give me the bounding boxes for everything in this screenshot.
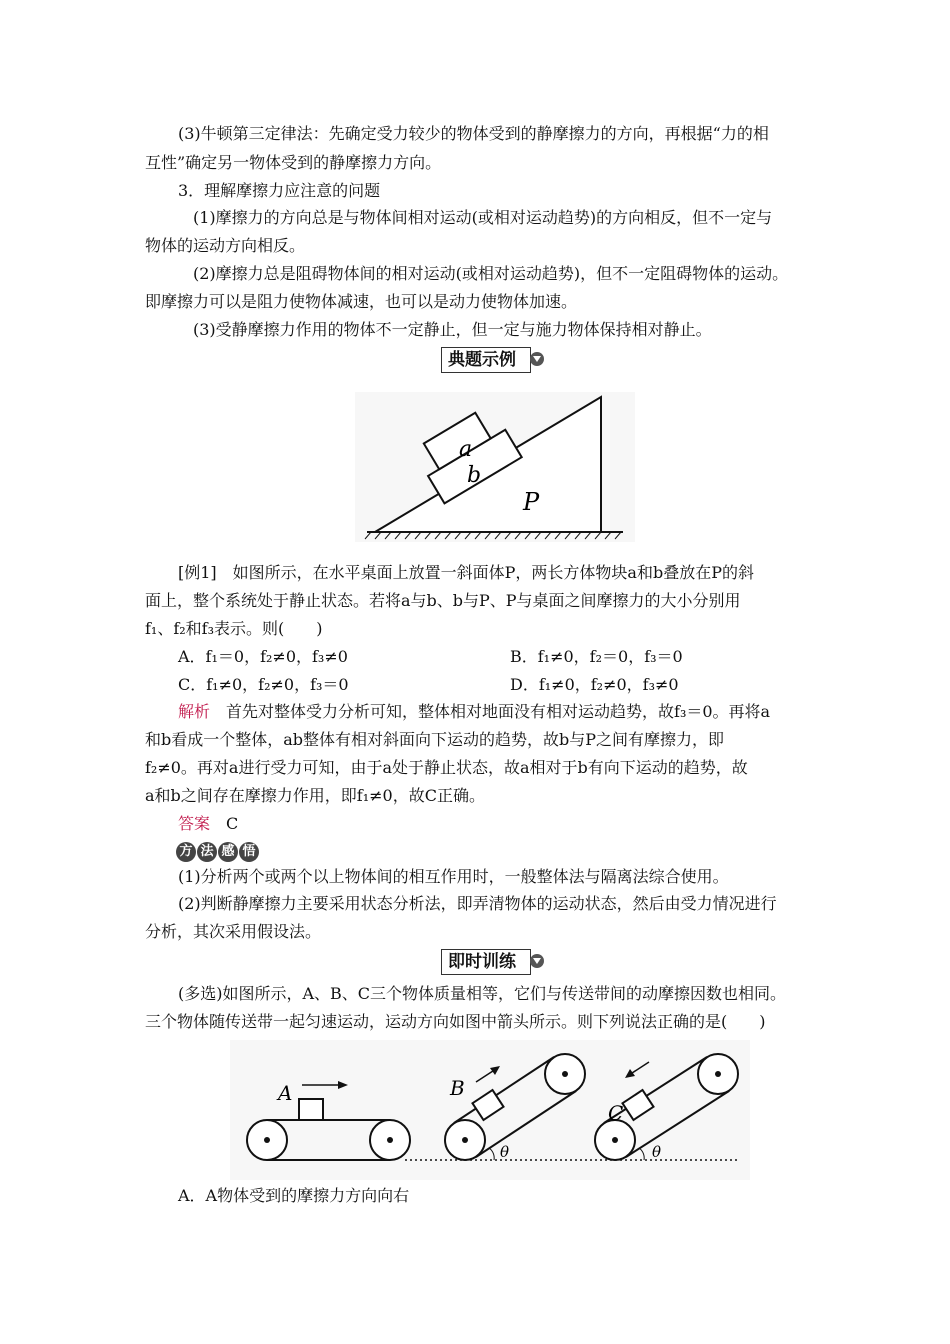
analysis-line — [178, 701, 770, 723]
text-line: 互性”确定另一物体受到的静摩擦力方向。 — [145, 153, 442, 172]
text-line: A．A物体受到的摩擦力方向向右 — [178, 1186, 410, 1205]
badge-char: 法 — [197, 842, 217, 862]
section-title: 典题示例 — [448, 350, 516, 370]
text-line: 即摩擦力可以是阻力使物体减速，也可以是动力使物体加速。 — [145, 292, 578, 311]
text-line: (3)牛顿第三定律法：先确定受力较少的物体受到的静摩擦力的方向，再根据“力的相 — [178, 124, 769, 143]
answer-value: C — [226, 814, 239, 833]
label-A: A — [278, 1081, 293, 1105]
text-line: (多选)如图所示，A、B、C三个物体质量相等，它们与传送带间的动摩擦因数也相同。 — [178, 984, 787, 1003]
text-line: (3)受静摩擦力作用的物体不一定静止，但一定与施力物体保持相对静止。 — [193, 320, 712, 339]
badge-char: 方 — [176, 842, 196, 862]
text-line: f₂≠0。再对a进行受力可知，由于a处于静止状态，故a相对于b有向下运动的趋势，故 — [145, 758, 748, 777]
chevron-down-icon — [530, 954, 544, 968]
label-B: B — [450, 1076, 465, 1100]
text-line: [例1] 如图所示，在水平桌面上放置一斜面体P，两长方体物块a和b叠放在P的斜 — [178, 563, 754, 582]
text-line: (1)分析两个或两个以上物体间的相互作用时，一般整体法与隔离法综合使用。 — [178, 867, 729, 886]
text-line: a和b之间存在摩擦力作用，即f₁≠0，故C正确。 — [145, 786, 485, 805]
analysis-text: 首先对整体受力分析可知，整体相对地面没有相对运动趋势，故f₃＝0。再将a — [226, 702, 771, 721]
text-line: 物体的运动方向相反。 — [145, 236, 306, 255]
option-d: D．f₁≠0，f₂≠0，f₃≠0 — [510, 675, 679, 694]
option-c: C．f₁≠0，f₂≠0，f₃＝0 — [178, 675, 349, 694]
analysis-label: 解析 — [178, 702, 211, 721]
badge-char: 感 — [218, 842, 238, 862]
theta-label-B: θ — [500, 1143, 510, 1161]
text-line: (2)摩擦力总是阻碍物体间的相对运动(或相对运动趋势)，但不一定阻碍物体的运动。 — [193, 264, 789, 283]
label-P: P — [523, 488, 540, 516]
option-a: A．f₁＝0，f₂≠0，f₃≠0 — [178, 647, 348, 666]
theta-label-C: θ — [652, 1143, 662, 1161]
label-C: C — [608, 1101, 624, 1125]
label-b: b — [467, 463, 482, 488]
text-line: 三个物体随传送带一起匀速运动，运动方向如图中箭头所示。则下列说法正确的是( ) — [145, 1012, 766, 1031]
text-line: 面上，整个系统处于静止状态。若将a与b、b与P、P与桌面之间摩擦力的大小分别用 — [145, 591, 741, 610]
chevron-down-icon — [530, 352, 544, 366]
option-b: B．f₁≠0，f₂＝0，f₃＝0 — [510, 647, 683, 666]
text-line: f₁、f₂和f₃表示。则( ) — [145, 619, 323, 638]
label-a: a — [459, 437, 473, 462]
badge-char: 悟 — [239, 842, 259, 862]
text-line: 和b看成一个整体，ab整体有相对斜面向下运动的趋势，故b与P之间有摩擦力，即 — [145, 730, 725, 749]
training-section-header — [441, 949, 531, 975]
text-line: (2)判断静摩擦力主要采用状态分析法，即弄清物体的运动状态，然后由受力情况进行 — [178, 894, 777, 913]
section-title: 即时训练 — [448, 952, 516, 972]
incline-figure — [355, 392, 635, 542]
answer-line — [178, 813, 238, 835]
text-line: 分析，其次采用假设法。 — [145, 922, 322, 941]
subheading: 3．理解摩擦力应注意的问题 — [178, 181, 381, 200]
example-section-header — [441, 347, 531, 373]
answer-label: 答案 — [178, 814, 211, 833]
method-badge — [176, 842, 259, 864]
conveyor-figure — [230, 1040, 750, 1180]
text-line: (1)摩擦力的方向总是与物体间相对运动(或相对运动趋势)的方向相反，但不一定与 — [193, 208, 773, 227]
